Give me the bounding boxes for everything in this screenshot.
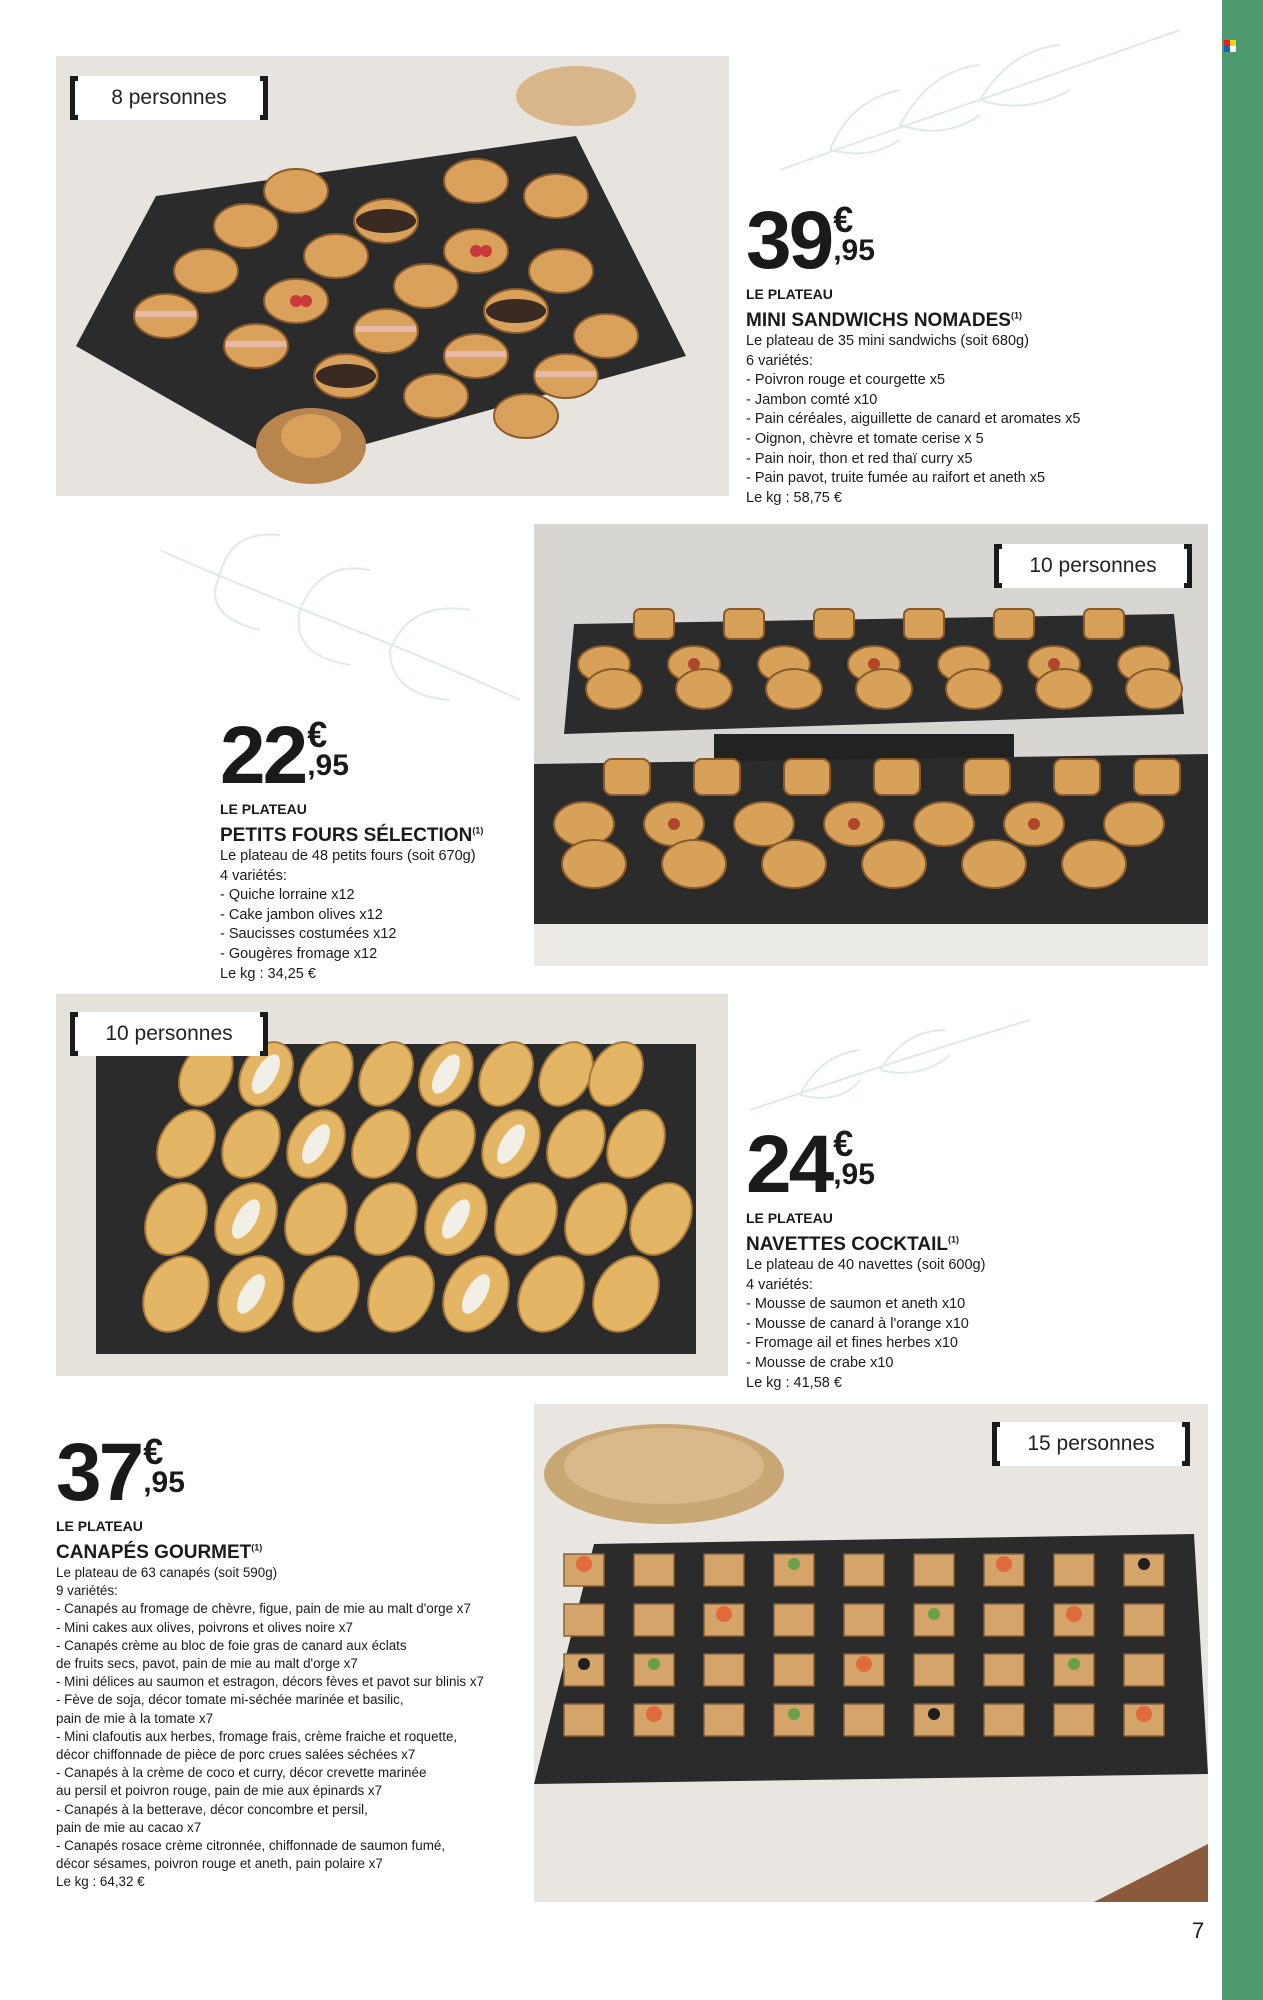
product-description [56,1564,526,1892]
side-bar [1222,0,1263,2000]
price-integer: 37 [56,1427,142,1518]
price-per-kg: Le kg : 58,75 € [746,489,842,506]
product-name [220,825,540,847]
product-description [746,1256,1216,1393]
description-line: - Gougères fromage x12 [220,945,378,962]
price-decimals: ,95 [307,749,349,782]
description-line: 6 variétés: [746,352,813,369]
description-line: - Canapés rosace crème citronnée, chiffonnade de saumon fumé, [56,1838,446,1854]
description-line: Le plateau de 48 petits fours (soit 670g) [220,848,476,864]
product-description [220,847,540,984]
product-canapes-gourmet [56,1427,526,1892]
price [746,1119,1216,1210]
description-line: - Poivron rouge et courgette x5 [746,372,946,389]
description-line: décor chiffonnade de pièce de porc crues salées séchées x7 [56,1747,416,1763]
price-currency: € [833,199,854,240]
leaf-decoration-icon [770,10,1190,190]
price-per-kg: Le kg : 64,32 € [56,1874,145,1890]
description-line: - Mini cakes aux olives, poivrons et olives noire x7 [56,1619,353,1635]
description-line: - Canapés crème au bloc de foie gras de canard aux éclats [56,1637,407,1653]
description-line: décor sésames, poivron rouge et aneth, pain polaire x7 [56,1856,383,1872]
price-currency: € [143,1431,164,1472]
description-line: - Pain noir, thon et red thaï curry x5 [746,450,973,467]
product-description [746,332,1216,508]
description-line: pain de mie à la tomate x7 [56,1710,214,1726]
description-line: - Mousse de crabe x10 [746,1354,894,1371]
description-line: - Canapés à la crème de coco et curry, décor crevette marinée [56,1765,427,1781]
description-line: - Fromage ail et fines herbes x10 [746,1335,958,1352]
description-line: 9 variétés: [56,1583,118,1599]
footnote-ref: (1) [472,825,484,836]
price-integer: 39 [746,195,832,286]
servings-badge: 10 personnes [70,1012,268,1056]
product-name [56,1542,526,1564]
product-photo-canapes [534,1404,1208,1902]
price-currency: € [307,714,328,755]
price-unit: LE PLATEAU [746,286,833,302]
brand-logo-icon [1224,40,1238,54]
description-line: - Saucisses costumées x12 [220,926,397,943]
description-line: 4 variétés: [746,1276,813,1293]
leaf-decoration-icon [740,1010,1040,1130]
description-line: - Mousse de canard à l'orange x10 [746,1315,969,1332]
price-decimals: ,95 [143,1466,185,1499]
price-decimals: ,95 [833,234,875,267]
price-unit: LE PLATEAU [746,1210,833,1226]
price-unit: LE PLATEAU [220,801,307,817]
description-line: - Quiche lorraine x12 [220,887,355,904]
product-name-text: PETITS FOURS SÉLECTION [220,825,473,846]
description-line: Le plateau de 35 mini sandwichs (soit 680g) [746,333,1029,349]
product-name-text: NAVETTES COCKTAIL [746,1234,948,1255]
price-currency: € [833,1123,854,1164]
description-line: Le plateau de 40 navettes (soit 600g) [746,1257,986,1273]
description-line: - Pain pavot, truite fumée au raifort et aneth x5 [746,470,1046,487]
product-navettes-cocktail [746,1119,1216,1393]
description-line: - Cake jambon olives x12 [220,906,383,923]
description-line: - Mini clafoutis aux herbes, fromage frais, crème fraiche et roquette, [56,1728,458,1744]
description-line: - Oignon, chèvre et tomate cerise x 5 [746,430,984,447]
product-name [746,1234,1216,1256]
price [56,1427,526,1518]
product-photo-sandwichs [56,56,729,496]
product-mini-sandwichs [746,195,1216,508]
description-line: au persil et poivron rouge, pain de mie aux épinards x7 [56,1783,383,1799]
price-decimals: ,95 [833,1158,875,1191]
description-line: - Canapés à la betterave, décor concombre et persil, [56,1801,368,1817]
price-per-kg: Le kg : 34,25 € [220,965,316,982]
description-line: 4 variétés: [220,867,287,884]
footnote-ref: (1) [251,1542,263,1553]
description-line: - Pain céréales, aiguillette de canard et aromates x5 [746,411,1081,428]
leaf-decoration-icon [150,520,530,720]
product-name-text: CANAPÉS GOURMET [56,1542,252,1563]
description-line: pain de mie au cacao x7 [56,1819,202,1835]
description-line: - Fève de soja, décor tomate mi-séchée marinée et basilic, [56,1692,404,1708]
product-name [746,310,1216,332]
price-integer: 22 [220,710,306,801]
product-petits-fours [220,710,540,984]
servings-badge: 15 personnes [992,1422,1190,1466]
price-integer: 24 [746,1119,832,1210]
servings-badge: 10 personnes [994,544,1192,588]
description-line: - Mini délices au saumon et estragon, décors fèves et pavot sur blinis x7 [56,1674,484,1690]
description-line: - Mousse de saumon et aneth x10 [746,1296,966,1313]
price [746,195,1216,286]
description-line: - Jambon comté x10 [746,391,878,408]
page-number: 7 [1192,1918,1205,1943]
description-line: - Canapés au fromage de chèvre, figue, pain de mie au malt d'orge x7 [56,1601,471,1617]
footnote-ref: (1) [947,1234,959,1245]
price [220,710,540,801]
product-photo-petits-fours [534,524,1208,966]
servings-badge: 8 personnes [70,76,268,120]
description-line: Le plateau de 63 canapés (soit 590g) [56,1565,278,1580]
price-unit: LE PLATEAU [56,1518,143,1534]
footnote-ref: (1) [1010,310,1022,321]
description-line: de fruits secs, pavot, pain de mie au malt d'orge x7 [56,1656,358,1672]
product-name-text: MINI SANDWICHS NOMADES [746,310,1011,331]
price-per-kg: Le kg : 41,58 € [746,1374,842,1391]
